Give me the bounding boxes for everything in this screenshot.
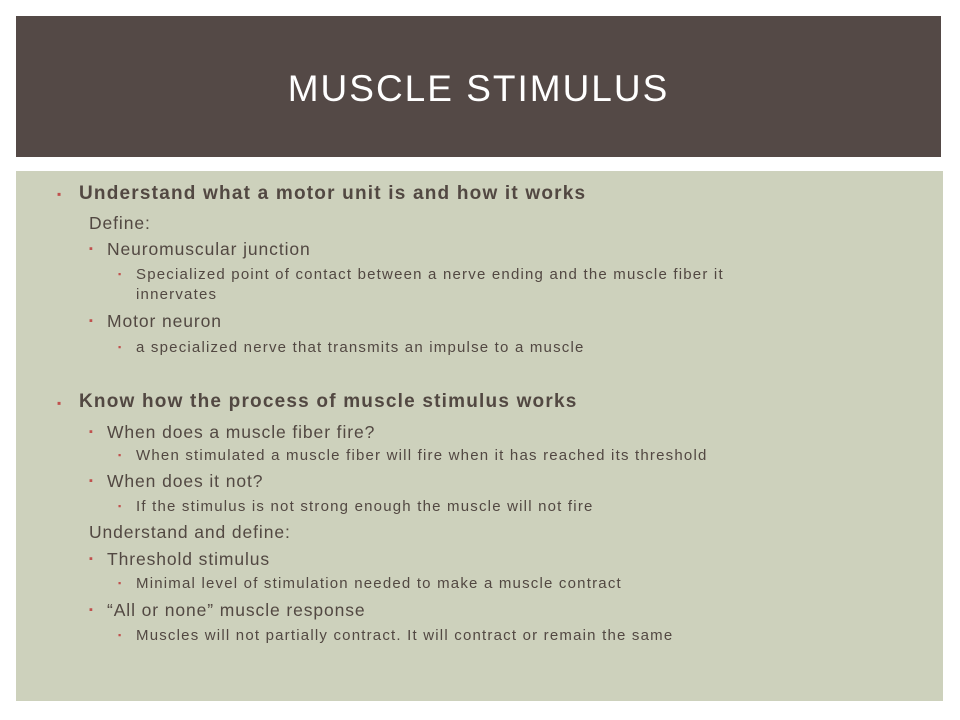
bullet-icon: ▪ [57, 187, 62, 201]
bullet-icon: ▪ [89, 475, 93, 487]
item-motor-neuron: Motor neuron [107, 311, 222, 331]
bullet-icon: ▪ [118, 342, 122, 352]
def-threshold-stimulus: Minimal level of stimulation needed to make a muscle contract [136, 575, 622, 592]
def-neuromuscular-junction: Specialized point of contact between a nerve ending and the muscle fiber it [136, 266, 724, 283]
def-neuromuscular-junction-cont: innervates [136, 286, 218, 303]
bullet-icon: ▪ [118, 630, 122, 640]
def-all-or-none: Muscles will not partially contract. It will contract or remain the same [136, 627, 674, 644]
label-understand-define: Understand and define: [89, 522, 291, 542]
bullet-icon: ▪ [118, 501, 122, 511]
def-motor-neuron: a specialized nerve that transmits an impulse to a muscle [136, 339, 585, 356]
bullet-icon: ▪ [89, 604, 93, 616]
bullet-icon: ▪ [89, 426, 93, 438]
item-when-fire: When does a muscle fiber fire? [107, 422, 376, 442]
bullet-icon: ▪ [118, 450, 122, 460]
title-bar [16, 16, 941, 157]
item-all-or-none: “All or none” muscle response [107, 600, 366, 620]
item-when-not: When does it not? [107, 471, 264, 491]
bullet-icon: ▪ [89, 315, 93, 327]
content-area [16, 171, 943, 701]
def-when-not: If the stimulus is not strong enough the muscle will not fire [136, 498, 594, 515]
def-when-fire: When stimulated a muscle fiber will fire when it has reached its threshold [136, 447, 708, 464]
bullet-icon: ▪ [89, 553, 93, 565]
item-threshold-stimulus: Threshold stimulus [107, 549, 271, 569]
bullet-icon: ▪ [118, 269, 122, 279]
bullet-icon: ▪ [118, 578, 122, 588]
bullet-icon: ▪ [89, 243, 93, 255]
item-neuromuscular-junction: Neuromuscular junction [107, 239, 311, 259]
label-define: Define: [89, 213, 151, 233]
bullet-icon: ▪ [57, 396, 62, 410]
heading-muscle-stimulus-process: Know how the process of muscle stimulus works [79, 391, 578, 412]
heading-motor-unit: Understand what a motor unit is and how it works [79, 183, 587, 204]
slide-title: MUSCLE STIMULUS [287, 67, 670, 109]
